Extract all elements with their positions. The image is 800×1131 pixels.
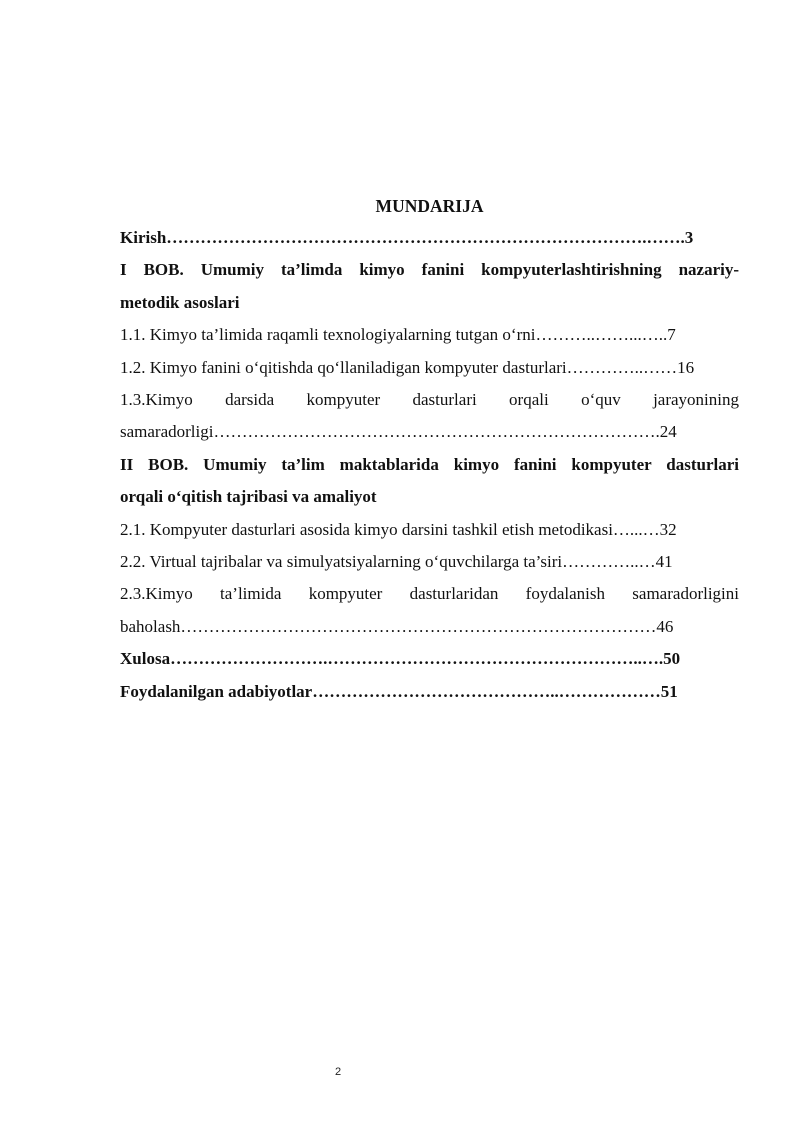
- toc-entry: 1.2. Kimyo fanini o‘qitishda qo‘llaniladigan kompyuter dasturlari…………..……16: [120, 357, 695, 377]
- toc-entry: Foydalanilgan adabiyotlar……………………………………..………………51: [120, 681, 678, 701]
- toc-entry: 2.1. Kompyuter dasturlari asosida kimyo darsini tashkil etish metodikasi…...…32: [120, 519, 677, 539]
- toc-entry: 2.2. Virtual tajribalar va simulyatsiyalarning o‘quvchilarga ta’siri…………..…41: [120, 552, 673, 572]
- toc-entry: metodik asoslari: [120, 292, 240, 312]
- toc-entry: 1.3.Kimyo darsida kompyuter dasturlari orqali o‘quv jarayonining: [120, 390, 739, 410]
- toc-entry: samaradorligi…………………………………………………………………….24: [120, 422, 677, 442]
- toc-entry: 2.3.Kimyo ta’limida kompyuter dasturlaridan foydalanish samaradorligini: [120, 584, 739, 604]
- toc-entries: [120, 222, 739, 708]
- toc-entry: II BOB. Umumiy ta’lim maktablarida kimyo fanini kompyuter dasturlari: [120, 454, 739, 474]
- toc-entry: I BOB. Umumiy ta’limda kimyo fanini kompyuterlashtirishning nazariy-: [120, 260, 739, 280]
- toc-heading: MUNDARIJA: [375, 196, 484, 216]
- toc-entry: Xulosa……………………….………………………………………………..….50: [120, 649, 681, 669]
- table-of-contents: [120, 190, 739, 708]
- toc-entry: 1.1. Kimyo ta’limida raqamli texnologiyalarning tutgan o‘rni………..……...…..7: [120, 325, 676, 345]
- page-number: 2: [334, 1066, 342, 1078]
- toc-entry: Kirish………………………………………………………………………….…….3: [120, 228, 694, 247]
- toc-entry: baholash…………………………………………………………………………46: [120, 616, 674, 636]
- toc-entry: orqali o‘qitish tajribasi va amaliyot: [120, 487, 377, 507]
